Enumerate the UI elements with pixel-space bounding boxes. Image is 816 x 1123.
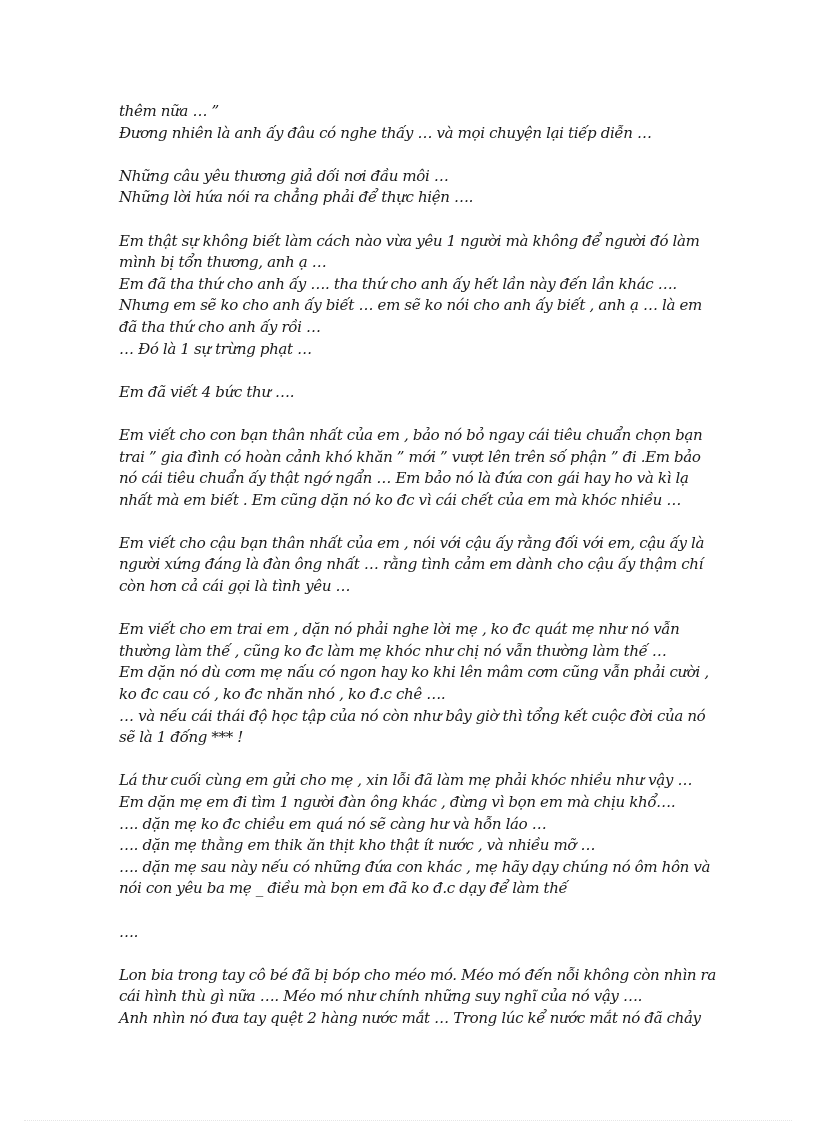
page-bottom-divider [24,1120,792,1121]
text-line: Em đã viết 4 bức thư …. [119,382,295,401]
text-line: … Đó là 1 sự trừng phạt … [119,339,312,358]
paragraph-spacer [119,511,719,533]
text-line: Em thật sự không biết làm cách nào vừa yêu 1 người mà không để người đó làm [119,231,700,250]
text-line: Em viết cho em trai em , dặn nó phải nghe lời mẹ , ko đc quát mẹ như nó vẫn [119,620,680,639]
text-line: nhất mà em biết . Em cũng dặn nó ko đc vì cái chết của em mà khóc nhiều … [119,490,681,509]
text-line: …. dặn mẹ ko đc chiều em quá nó sẽ càng hư và hỗn láo … [119,814,547,833]
document-body-text [119,101,719,1030]
paragraph-spacer [119,598,719,620]
text-line: ko đc cau có , ko đc nhăn nhó , ko đ.c chê …. [119,685,446,704]
text-line: Lon bia trong tay cô bé đã bị bóp cho méo mó. Méo mó đến nỗi không còn nhìn ra [119,965,716,984]
text-line: Em dặn mẹ em đi tìm 1 người đàn ông khác , đừng vì bọn em mà chịu khổ…. [119,793,676,811]
paragraph-spacer [119,403,719,425]
text-line: Lá thư cuối cùng em gửi cho mẹ , xin lỗi đã làm mẹ phải khóc nhiều như vậy … [119,771,693,790]
text-line: …. [119,922,139,941]
text-line: Em viết cho cậu bạn thân nhất của em , nói với cậu ấy rằng đối với em, cậu ấy là [119,533,705,552]
text-line: cái hình thù gì nữa …. Méo mó như chính những suy nghĩ của nó vậy …. [119,987,643,1006]
text-line: thêm nữa … ” [119,102,219,120]
text-line: Em dặn nó dù cơm mẹ nấu có ngon hay ko khi lên mâm cơm cũng vẫn phải cười , [119,663,709,682]
text-line: sẽ là 1 đống *** ! [119,728,243,747]
text-line: nói con yêu ba mẹ _ điều mà bọn em đã ko đ.c dạy để làm thế [119,879,568,898]
text-line: Đương nhiên là anh ấy đâu có nghe thấy … và mọi chuyện lại tiếp diễn … [119,123,652,142]
paragraph-spacer [119,209,719,231]
text-line: …. dặn mẹ sau này nếu có những đứa con khác , mẹ hãy dạy chúng nó ôm hôn và [119,857,711,876]
text-line: trai ” gia đình có hoàn cảnh khó khăn ” mới ” vượt lên trên số phận ” đi .Em bảo [119,447,701,466]
text-line: thường làm thế , cũng ko đc làm mẹ khóc như chị nó vẫn thường làm thế … [119,641,667,660]
paragraph-spacer [119,749,719,771]
text-line: đã tha thứ cho anh ấy rồi … [119,317,321,336]
text-line: Em viết cho con bạn thân nhất của em , bảo nó bỏ ngay cái tiêu chuẩn chọn bạn [119,425,703,444]
text-line: Nhưng em sẽ ko cho anh ấy biết … em sẽ ko nói cho anh ấy biết , anh ạ … là em [119,296,702,315]
text-line: Em đã tha thứ cho anh ấy …. tha thứ cho anh ấy hết lần này đến lần khác …. [119,274,677,293]
paragraph-spacer [119,144,719,166]
text-line: Những câu yêu thương giả dối nơi đầu môi … [119,166,449,185]
text-line: Anh nhìn nó đưa tay quệt 2 hàng nước mắt … Trong lúc kể nước mắt nó đã chảy [119,1008,701,1027]
text-line: … và nếu cái thái độ học tập của nó còn như bây giờ thì tổng kết cuộc đời của nó [119,706,706,725]
paragraph-spacer [119,943,719,965]
text-line: còn hơn cả cái gọi là tình yêu … [119,577,351,596]
text-line: người xứng đáng là đàn ông nhất … rằng tình cảm em dành cho cậu ấy thậm chí [119,555,704,574]
paragraph-spacer [119,900,719,922]
text-line: nó cái tiêu chuẩn ấy thật ngớ ngẩn … Em bảo nó là đứa con gái hay ho và kì lạ [119,469,689,488]
text-line: …. dặn mẹ thằng em thik ăn thịt kho thật ít nước , và nhiều mỡ … [119,836,596,855]
text-line: Những lời hứa nói ra chẳng phải để thực hiện …. [119,188,474,207]
paragraph-spacer [119,360,719,382]
text-line: mình bị tổn thương, anh ạ … [119,253,327,272]
